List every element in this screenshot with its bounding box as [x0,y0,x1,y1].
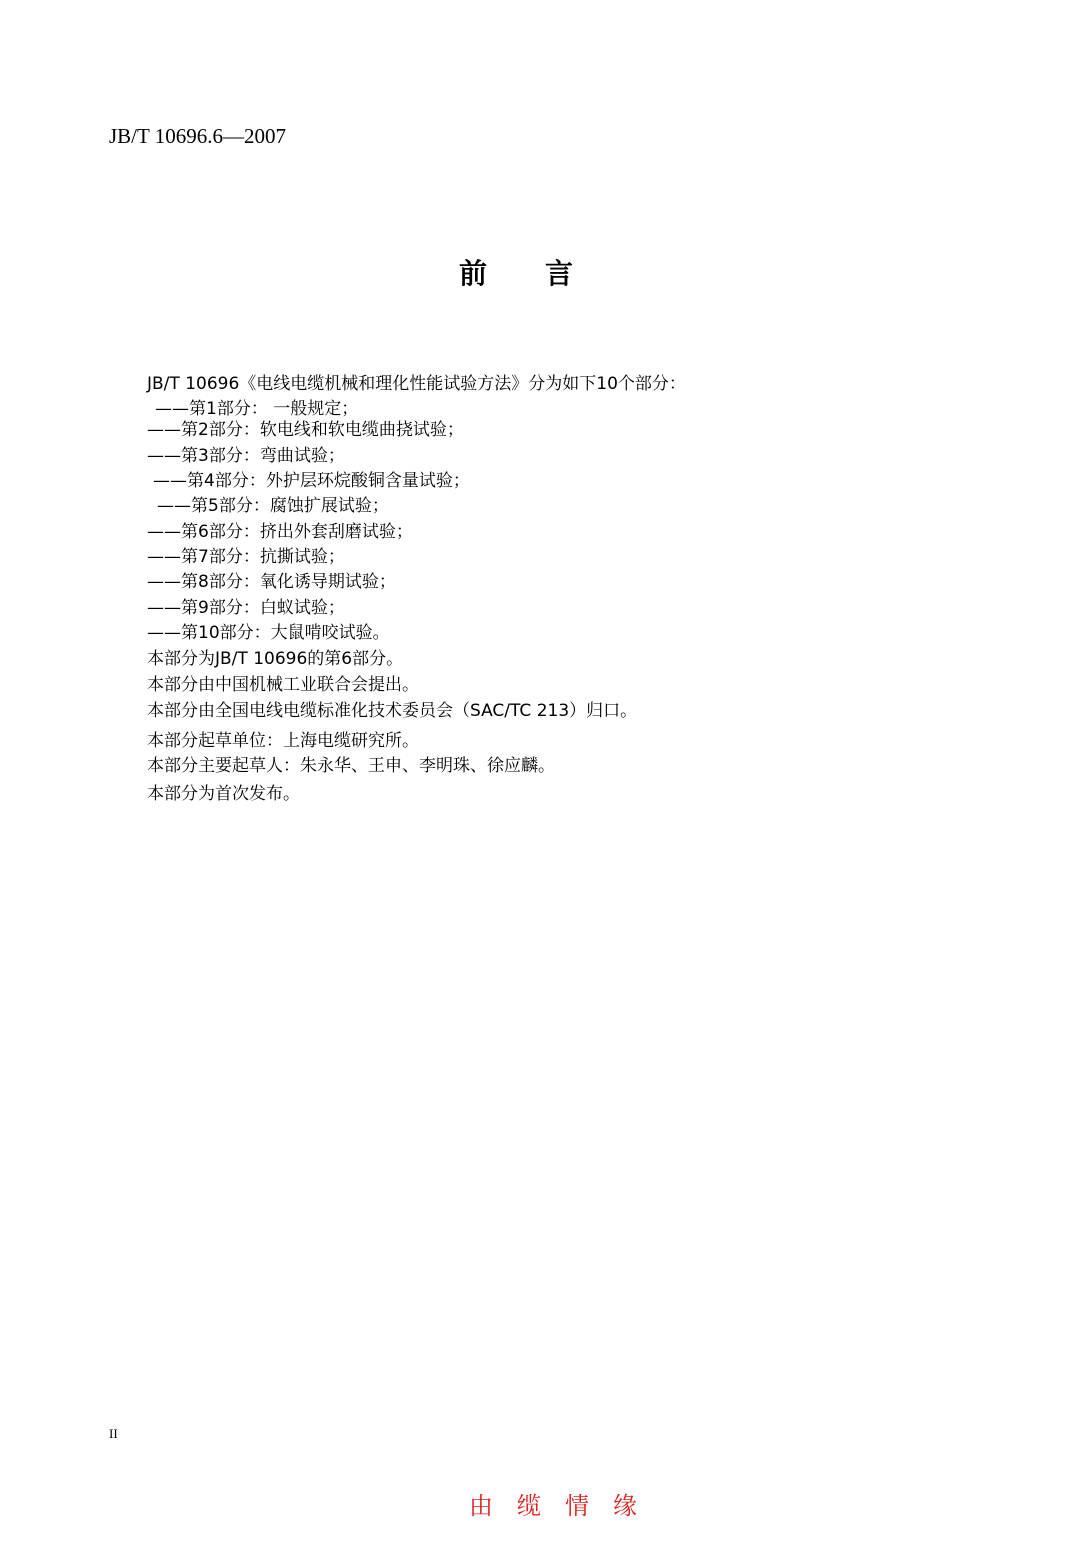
document-code: JB/T 10696.6—2007 [109,124,286,148]
list-item: ——第5部分：腐蚀扩展试验； [157,496,389,516]
intro-paragraph: JB/T 10696《电线电缆机械和理化性能试验方法》分为如下10个部分： [147,374,686,394]
statement-line: 本部分主要起草人：朱永华、王申、李明珠、徐应麟。 [147,756,555,776]
list-item: ——第4部分：外护层环烷酸铜含量试验； [153,471,470,491]
list-item: ——第2部分：软电线和软电缆曲挠试验； [147,420,464,440]
statement-line: 本部分由全国电线电缆标准化技术委员会（SAC/TC 213）归口。 [147,701,638,721]
statement-line: 本部分为JB/T 10696的第6部分。 [147,649,404,669]
statement-line: 本部分由中国机械工业联合会提出。 [147,675,419,695]
statement-line: 本部分为首次发布。 [147,784,300,804]
statement-line: 本部分起草单位：上海电缆研究所。 [147,731,419,751]
page-number: II [109,1426,118,1441]
list-item: ——第9部分：白蚁试验； [147,598,345,618]
list-item: ——第6部分：挤出外套刮磨试验； [147,522,413,542]
list-item: ——第1部分： 一般规定； [155,399,359,419]
watermark-text: 由缆情缘 [469,1492,661,1520]
list-item: ——第10部分：大鼠啃咬试验。 [147,623,390,643]
list-item: ——第8部分：氧化诱导期试验； [147,572,396,592]
list-item: ——第3部分：弯曲试验； [147,446,345,466]
page-title: 前言 [458,257,631,290]
list-item: ——第7部分：抗撕试验； [147,547,345,567]
